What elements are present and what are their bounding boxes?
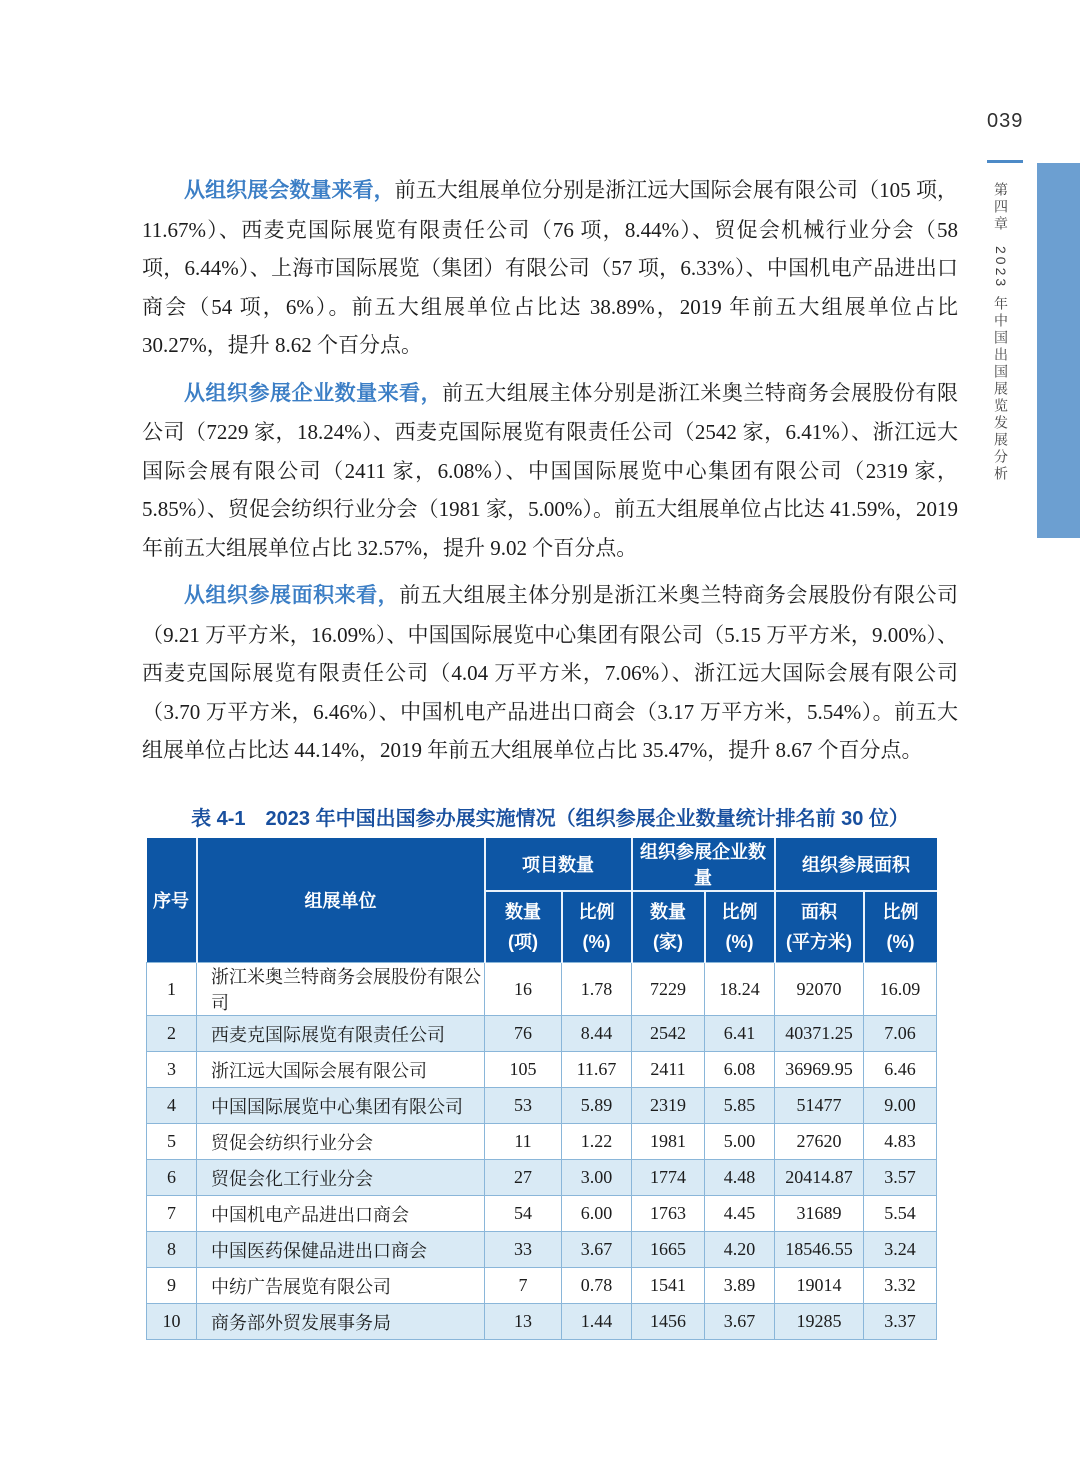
value-cell: 4.20 bbox=[705, 1232, 775, 1268]
table-title: 表 4-1 2023 年中国出国参办展实施情况（组织参展企业数量统计排名前 30 位） bbox=[191, 807, 909, 830]
value-cell: 1665 bbox=[632, 1232, 705, 1268]
paragraph-exhibit-area bbox=[142, 576, 958, 770]
value-cell: 2411 bbox=[632, 1052, 705, 1088]
table-row bbox=[147, 1088, 937, 1124]
value-cell: 27 bbox=[485, 1160, 562, 1196]
value-cell: 3.67 bbox=[562, 1232, 632, 1268]
org-name-cell: 浙江米奥兰特商务会展股份有限公司 bbox=[197, 963, 485, 1016]
value-cell: 0.78 bbox=[562, 1268, 632, 1304]
value-cell: 31689 bbox=[775, 1196, 864, 1232]
paragraph-lead: 从组织展会数量来看， bbox=[184, 179, 395, 202]
col-group-projects: 项目数量 bbox=[485, 838, 632, 891]
value-cell: 1.22 bbox=[562, 1124, 632, 1160]
value-cell: 76 bbox=[485, 1016, 562, 1052]
value-cell: 33 bbox=[485, 1232, 562, 1268]
row-index-cell: 4 bbox=[147, 1088, 197, 1124]
value-cell: 5.00 bbox=[705, 1124, 775, 1160]
row-index-cell: 5 bbox=[147, 1124, 197, 1160]
value-cell: 5.85 bbox=[705, 1088, 775, 1124]
row-index-cell: 7 bbox=[147, 1196, 197, 1232]
main-content bbox=[142, 171, 958, 1340]
value-cell: 7.06 bbox=[864, 1016, 937, 1052]
value-cell: 3.89 bbox=[705, 1268, 775, 1304]
value-cell: 6.46 bbox=[864, 1052, 937, 1088]
org-name-cell: 中纺广告展览有限公司 bbox=[197, 1268, 485, 1304]
value-cell: 13 bbox=[485, 1304, 562, 1340]
page-number: 039 bbox=[987, 110, 1024, 132]
value-cell: 3.57 bbox=[864, 1160, 937, 1196]
row-index-cell: 9 bbox=[147, 1268, 197, 1304]
org-name-cell: 中国国际展览中心集团有限公司 bbox=[197, 1088, 485, 1124]
sidebar-rule bbox=[987, 160, 1023, 163]
value-cell: 2542 bbox=[632, 1016, 705, 1052]
org-name-cell: 浙江远大国际会展有限公司 bbox=[197, 1052, 485, 1088]
paragraph-enterprise-count bbox=[142, 374, 958, 568]
paragraph-lead: 从组织参展面积来看， bbox=[184, 584, 400, 607]
value-cell: 5.89 bbox=[562, 1088, 632, 1124]
sidebar-chapter-title bbox=[991, 182, 1011, 512]
value-cell: 18.24 bbox=[705, 963, 775, 1016]
value-cell: 4.48 bbox=[705, 1160, 775, 1196]
value-cell: 3.67 bbox=[705, 1304, 775, 1340]
value-cell: 19014 bbox=[775, 1268, 864, 1304]
data-table bbox=[146, 838, 937, 1341]
row-index-cell: 6 bbox=[147, 1160, 197, 1196]
value-cell: 18546.55 bbox=[775, 1232, 864, 1268]
value-cell: 20414.87 bbox=[775, 1160, 864, 1196]
value-cell: 19285 bbox=[775, 1304, 864, 1340]
paragraph-exhibition-count bbox=[142, 171, 958, 365]
row-index-cell: 8 bbox=[147, 1232, 197, 1268]
value-cell: 11.67 bbox=[562, 1052, 632, 1088]
value-cell: 54 bbox=[485, 1196, 562, 1232]
table-row bbox=[147, 963, 937, 1016]
sidebar-accent-bar bbox=[1037, 163, 1080, 538]
subheader-enterprise-ratio: 比例 (%) bbox=[705, 891, 775, 963]
value-cell: 3.32 bbox=[864, 1268, 937, 1304]
table-row bbox=[147, 1304, 937, 1340]
value-cell: 1981 bbox=[632, 1124, 705, 1160]
col-header-org: 组展单位 bbox=[197, 838, 485, 963]
row-index-cell: 10 bbox=[147, 1304, 197, 1340]
value-cell: 5.54 bbox=[864, 1196, 937, 1232]
col-header-index: 序号 bbox=[147, 838, 197, 963]
subheader-project-count: 数量 (项) bbox=[485, 891, 562, 963]
value-cell: 1763 bbox=[632, 1196, 705, 1232]
value-cell: 16 bbox=[485, 963, 562, 1016]
value-cell: 1.44 bbox=[562, 1304, 632, 1340]
value-cell: 6.00 bbox=[562, 1196, 632, 1232]
org-name-cell: 中国医药保健品进出口商会 bbox=[197, 1232, 485, 1268]
table-row bbox=[147, 1124, 937, 1160]
subheader-enterprise-count: 数量 (家) bbox=[632, 891, 705, 963]
table-row bbox=[147, 1160, 937, 1196]
table-header bbox=[147, 838, 937, 963]
chapter-label: 第四章 bbox=[993, 182, 1009, 233]
value-cell: 8.44 bbox=[562, 1016, 632, 1052]
value-cell: 6.08 bbox=[705, 1052, 775, 1088]
row-index-cell: 2 bbox=[147, 1016, 197, 1052]
table-row bbox=[147, 1016, 937, 1052]
paragraph-body: 前五大组展主体分别是浙江米奥兰特商务会展股份有限公司（7229 家，18.24%）、西麦克国际展览有限责任公司（2542 家，6.41%）、浙江远大国际会展有限公司（2411 家，6.08%）、中国国际展览中心集团有限公司（2319 家，5.85%）、贸促会纺织行业分会（1981 家，5.00%）。前五大组展单位占比达 41.59%，2019 年前五大组展单位占比 32.57%，提升 9.02 个百分点。 bbox=[142, 380, 958, 560]
value-cell: 1.78 bbox=[562, 963, 632, 1016]
table-row bbox=[147, 1268, 937, 1304]
value-cell: 92070 bbox=[775, 963, 864, 1016]
value-cell: 7229 bbox=[632, 963, 705, 1016]
value-cell: 16.09 bbox=[864, 963, 937, 1016]
value-cell: 3.37 bbox=[864, 1304, 937, 1340]
org-name-cell: 贸促会纺织行业分会 bbox=[197, 1124, 485, 1160]
value-cell: 4.83 bbox=[864, 1124, 937, 1160]
row-index-cell: 3 bbox=[147, 1052, 197, 1088]
value-cell: 1456 bbox=[632, 1304, 705, 1340]
value-cell: 105 bbox=[485, 1052, 562, 1088]
col-group-enterprises: 组织参展企业数量 bbox=[632, 838, 775, 891]
value-cell: 3.00 bbox=[562, 1160, 632, 1196]
value-cell: 9.00 bbox=[864, 1088, 937, 1124]
value-cell: 51477 bbox=[775, 1088, 864, 1124]
chapter-title-text: 2023 年中国出国展览发展分析 bbox=[993, 246, 1009, 484]
value-cell: 1774 bbox=[632, 1160, 705, 1196]
value-cell: 4.45 bbox=[705, 1196, 775, 1232]
value-cell: 3.24 bbox=[864, 1232, 937, 1268]
org-name-cell: 西麦克国际展览有限责任公司 bbox=[197, 1016, 485, 1052]
paragraph-body: 前五大组展单位分别是浙江远大国际会展有限公司（105 项，11.67%）、西麦克国际展览有限责任公司（76 项，8.44%）、贸促会机械行业分会（58 项，6.44%）、上海市国际展览（集团）有限公司（57 项，6.33%）、中国机电产品进出口商会（54 项，6%）。前五大组展单位占比达 38.89%，2019 年前五大组展单位占比 30.27%，提升 8.62 个百分点。 bbox=[142, 178, 959, 357]
value-cell: 2319 bbox=[632, 1088, 705, 1124]
col-group-area: 组织参展面积 bbox=[775, 838, 937, 891]
org-name-cell: 商务部外贸发展事务局 bbox=[197, 1304, 485, 1340]
paragraph-lead: 从组织参展企业数量来看， bbox=[184, 381, 443, 405]
table-row bbox=[147, 1052, 937, 1088]
paragraph-body: 前五大组展主体分别是浙江米奥兰特商务会展股份有限公司（9.21 万平方米，16.09%）、中国国际展览中心集团有限公司（5.15 万平方米，9.00%）、西麦克国际展览有限责任公司（4.04 万平方米，7.06%）、浙江远大国际会展有限公司（3.70 万平方米，6.46%）、中国机电产品进出口商会（3.17 万平方米，5.54%）。前五大组展单位占比达 44.14%，2019 年前五大组展单位占比 35.47%，提升 8.67 个百分点。 bbox=[142, 583, 959, 762]
table-row bbox=[147, 1196, 937, 1232]
subheader-area-value: 面积 (平方米) bbox=[775, 891, 864, 963]
value-cell: 6.41 bbox=[705, 1016, 775, 1052]
subheader-area-ratio: 比例 (%) bbox=[864, 891, 937, 963]
table-row bbox=[147, 1232, 937, 1268]
value-cell: 53 bbox=[485, 1088, 562, 1124]
row-index-cell: 1 bbox=[147, 963, 197, 1016]
value-cell: 36969.95 bbox=[775, 1052, 864, 1088]
value-cell: 1541 bbox=[632, 1268, 705, 1304]
table-body bbox=[147, 963, 937, 1340]
org-name-cell: 中国机电产品进出口商会 bbox=[197, 1196, 485, 1232]
value-cell: 27620 bbox=[775, 1124, 864, 1160]
org-name-cell: 贸促会化工行业分会 bbox=[197, 1160, 485, 1196]
value-cell: 11 bbox=[485, 1124, 562, 1160]
value-cell: 7 bbox=[485, 1268, 562, 1304]
subheader-project-ratio: 比例 (%) bbox=[562, 891, 632, 963]
value-cell: 40371.25 bbox=[775, 1016, 864, 1052]
